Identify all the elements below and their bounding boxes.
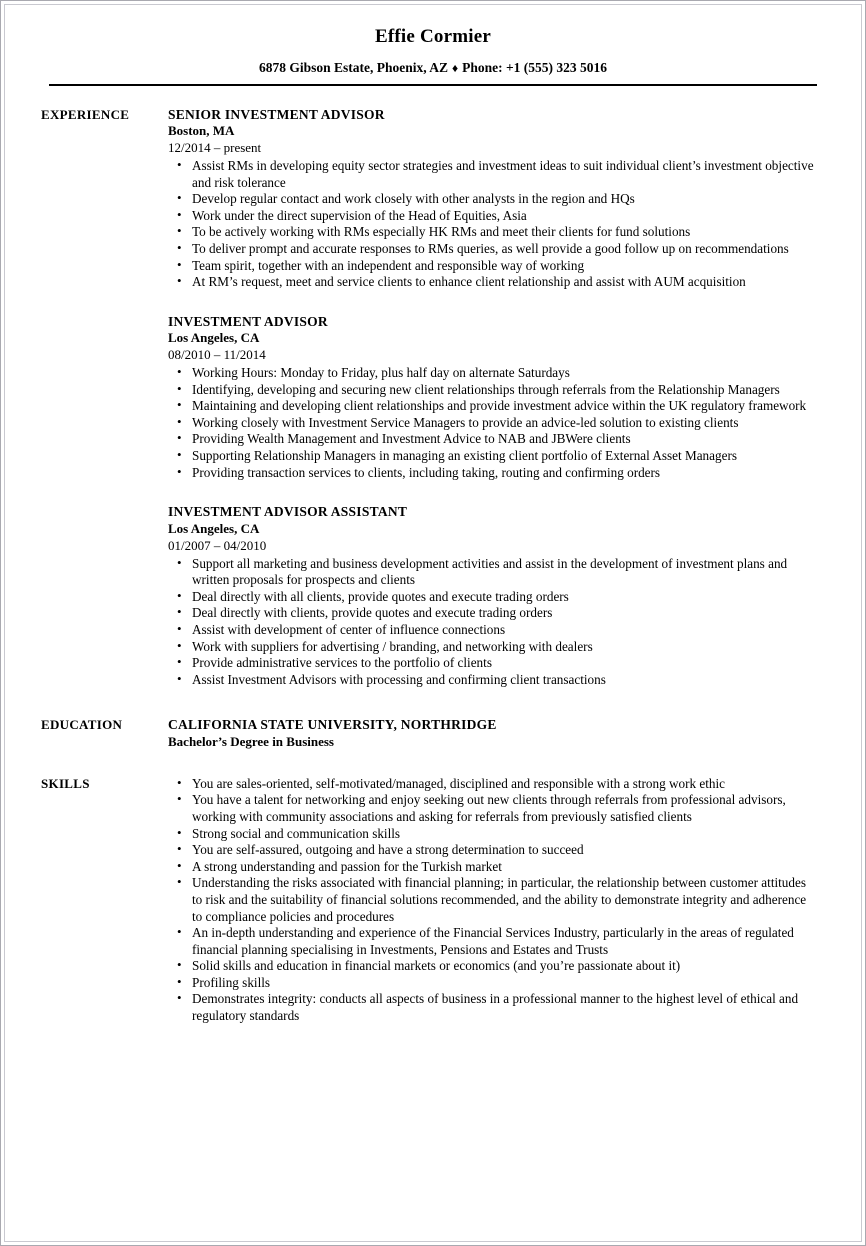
list-item: • To deliver prompt and accurate responses to RMs queries, as well provide a good follow up on recommendations [168, 241, 815, 258]
skills-entries [168, 775, 815, 1025]
header-divider [49, 84, 817, 86]
list-item: • To be actively working with RMs especially HK RMs and meet their clients for fund solutions [168, 224, 815, 241]
section-skills [41, 775, 815, 1025]
list-item: • Demonstrates integrity: conducts all aspects of business in a professional manner to the highest level of ethical and regulatory standards [168, 991, 815, 1024]
list-item: • Identifying, developing and securing new client relationships through referrals from the Relationship Managers [168, 382, 815, 399]
list-item: • Assist Investment Advisors with processing and confirming client transactions [168, 672, 815, 689]
job-title: INVESTMENT ADVISOR ASSISTANT [168, 504, 408, 520]
section-education [41, 716, 815, 750]
job-title: SENIOR INVESTMENT ADVISOR [168, 106, 385, 122]
job-entry [168, 503, 815, 688]
section-label-experience: EXPERIENCE [41, 106, 130, 122]
contact-phone: Phone: +1 (555) 323 5016 [462, 59, 608, 75]
job-bullet-list [168, 158, 815, 291]
list-item: • You are self-assured, outgoing and have a strong determination to succeed [168, 842, 815, 859]
list-item: • Work under the direct supervision of the Head of Equities, Asia [168, 208, 815, 225]
job-bullet-list [168, 365, 815, 481]
list-item: • Team spirit, together with an independent and responsible way of working [168, 258, 815, 275]
list-item: • Assist RMs in developing equity sector strategies and investment ideas to suit individual client’s investment objective and risk tolerance [168, 158, 815, 191]
list-item: • An in-depth understanding and experience of the Financial Services Industry, particularly in the areas of regulated financial planning specialising in Investments, Pensions and Estates and Trusts [168, 925, 815, 958]
list-item: • Develop regular contact and work closely with other analysts in the region and HQs [168, 191, 815, 208]
contact-line [5, 60, 861, 76]
list-item: • Provide administrative services to the portfolio of clients [168, 655, 815, 672]
list-item: • You have a talent for networking and enjoy seeking out new clients through referrals from professional advisors, working with community associations and asking for referrals from previously satisfied clients [168, 792, 815, 825]
job-entry [168, 313, 815, 481]
list-item: • Strong social and communication skills [168, 826, 815, 843]
candidate-name: Effie Cormier [374, 26, 491, 47]
experience-entries [168, 106, 815, 689]
list-item: • Solid skills and education in financial markets or economics (and you’re passionate about it) [168, 958, 815, 975]
list-item: • Support all marketing and business development activities and assist in the development of investment plans and written proposals for prospects and clients [168, 556, 815, 589]
section-label-education: EDUCATION [41, 717, 123, 733]
list-item: • A strong understanding and passion for the Turkish market [168, 859, 815, 876]
list-item: • Deal directly with clients, provide quotes and execute trading orders [168, 605, 815, 622]
resume-content [5, 5, 861, 1241]
list-item: • Deal directly with all clients, provide quotes and execute trading orders [168, 589, 815, 606]
list-item: • Understanding the risks associated with financial planning; in particular, the relationship between customer attitudes to risk and the suitability of financial solutions recommended, and the ability to demonstrate integrity and adherence to compliance policies and procedures [168, 875, 815, 925]
section-experience [41, 106, 815, 689]
list-item: • Assist with development of center of influence connections [168, 622, 815, 639]
page-inner-border [4, 4, 862, 1242]
job-bullet-list [168, 556, 815, 689]
list-item: • Maintaining and developing client relationships and provide investment advice within the UK regulatory framework [168, 398, 815, 415]
list-item: • You are sales-oriented, self-motivated/managed, disciplined and responsible with a strong work ethic [168, 776, 815, 793]
list-item: • Profiling skills [168, 975, 815, 992]
section-label-skills: SKILLS [41, 775, 90, 791]
job-dates: 01/2007 – 04/2010 [168, 537, 267, 553]
education-school: CALIFORNIA STATE UNIVERSITY, NORTHRIDGE [168, 717, 497, 733]
job-location: Boston, MA [168, 123, 235, 139]
list-item: • Working closely with Investment Service Managers to provide an advice-led solution to existing clients [168, 415, 815, 432]
contact-address: 6878 Gibson Estate, Phoenix, AZ [258, 59, 448, 75]
skills-bullet-list [168, 776, 815, 1025]
list-item: • Working Hours: Monday to Friday, plus half day on alternate Saturdays [168, 365, 815, 382]
job-location: Los Angeles, CA [168, 330, 260, 346]
job-title: INVESTMENT ADVISOR [168, 313, 328, 329]
education-degree: Bachelor’s Degree in Business [168, 733, 334, 749]
job-dates: 08/2010 – 11/2014 [168, 347, 266, 363]
job-location: Los Angeles, CA [168, 520, 260, 536]
resume-body [5, 106, 861, 1025]
list-item: • Supporting Relationship Managers in managing an existing client portfolio of External Asset Managers [168, 448, 815, 465]
job-dates: 12/2014 – present [168, 140, 262, 156]
job-entry [168, 106, 815, 291]
list-item: • At RM’s request, meet and service clients to enhance client relationship and assist with AUM acquisition [168, 274, 815, 291]
list-item: • Providing transaction services to clients, including taking, routing and confirming orders [168, 465, 815, 482]
diamond-separator-icon: ♦ [451, 60, 459, 75]
education-entry [168, 716, 815, 750]
list-item: • Work with suppliers for advertising / branding, and networking with dealers [168, 639, 815, 656]
list-item: • Providing Wealth Management and Investment Advice to NAB and JBWere clients [168, 431, 815, 448]
resume-header [5, 5, 861, 86]
